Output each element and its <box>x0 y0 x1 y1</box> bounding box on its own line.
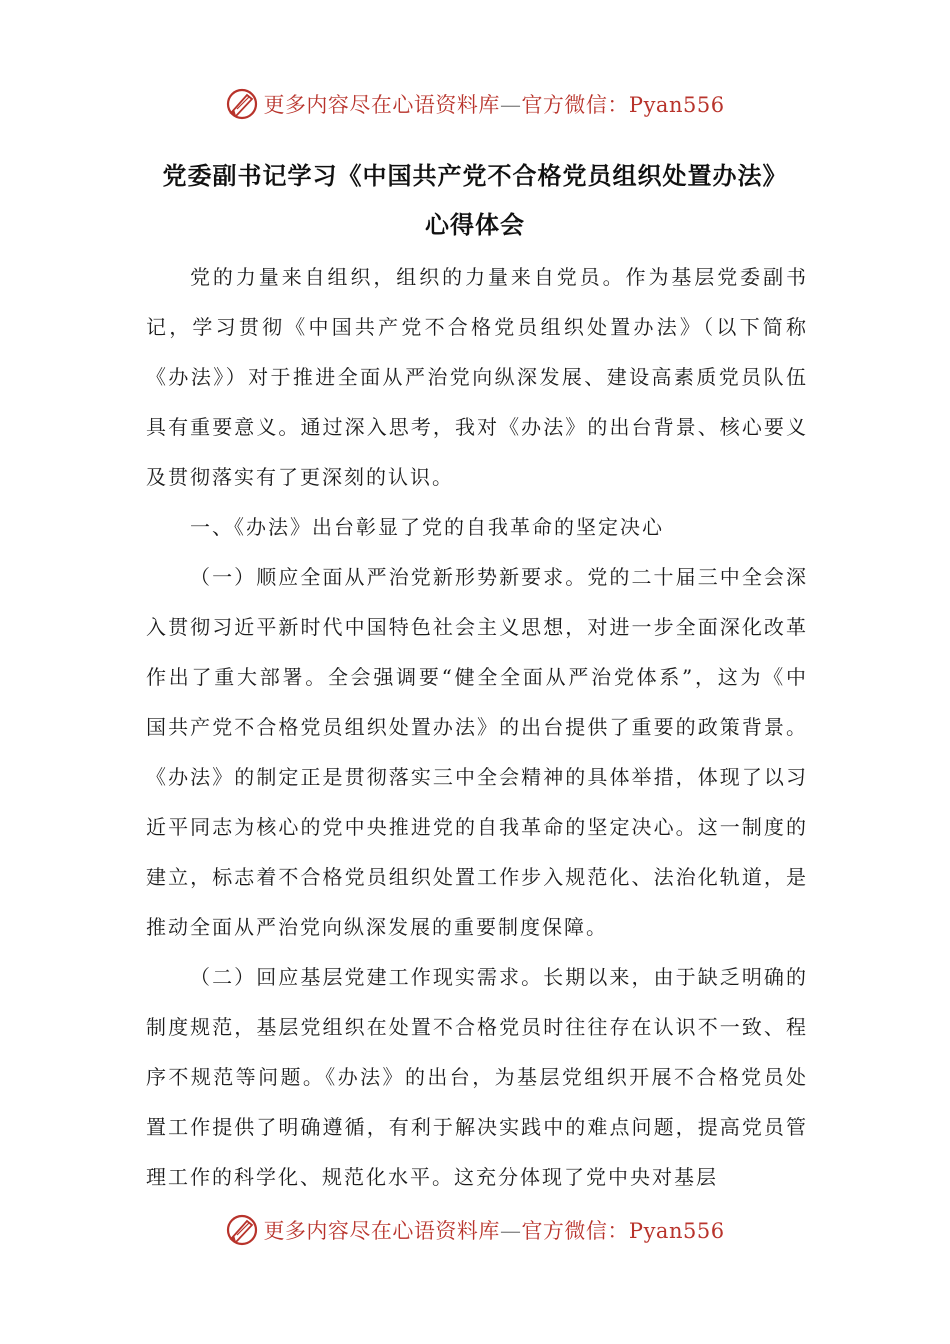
watermark-text: 更多内容尽在心语资料库—官方微信：Pyan556 <box>263 93 725 117</box>
pen-logo-icon <box>225 1213 259 1247</box>
paragraph-1-1: （一）顺应全面从严治党新形势新要求。党的二十届三中全会深入贯彻习近平新时代中国特色社会主义思想，对进一步全面深化改革作出了重大部署。全会强调要“健全全面从严治党体系”，这为《中国共产党不合格党员组织处置办法》的出台提供了重要的政策背景。《办法》的制定正是贯彻落实三中全会精神的具体举措，体现了以习近平同志为核心的党中央推进党的自我革命的坚定决心。这一制度的建立，标志着不合格党员组织处置工作步入规范化、法治化轨道，是推动全面从严治党向纵深发展的重要制度保障。 <box>146 565 808 939</box>
document-body <box>146 252 808 1202</box>
pen-logo-icon <box>225 87 259 121</box>
watermark-text: 更多内容尽在心语资料库—官方微信：Pyan556 <box>263 1219 725 1243</box>
watermark-banner-top <box>0 84 950 124</box>
watermark-banner-bottom <box>0 1210 950 1250</box>
document-title-line1: 党委副书记学习《中国共产党不合格党员组织处置办法》 <box>162 162 788 190</box>
document-title-line2: 心得体会 <box>425 211 525 239</box>
paragraph-1-2: （二）回应基层党建工作现实需求。长期以来，由于缺乏明确的制度规范，基层党组织在处置不合格党员时往往存在认识不一致、程序不规范等问题。《办法》的出台，为基层党组织开展不合格党员处置工作提供了明确遵循，有利于解决实践中的难点问题，提高党员管理工作的科学化、规范化水平。这充分体现了党中央对基层 <box>146 965 808 1189</box>
section-heading-1: 一、《办法》出台彰显了党的自我革命的坚定决心 <box>190 515 664 539</box>
paragraph-intro: 党的力量来自组织，组织的力量来自党员。作为基层党委副书记，学习贯彻《中国共产党不合格党员组织处置办法》（以下简称《办法》）对于推进全面从严治党向纵深发展、建设高素质党员队伍具有重要意义。通过深入思考，我对《办法》的出台背景、核心要义及贯彻落实有了更深刻的认识。 <box>146 265 808 489</box>
